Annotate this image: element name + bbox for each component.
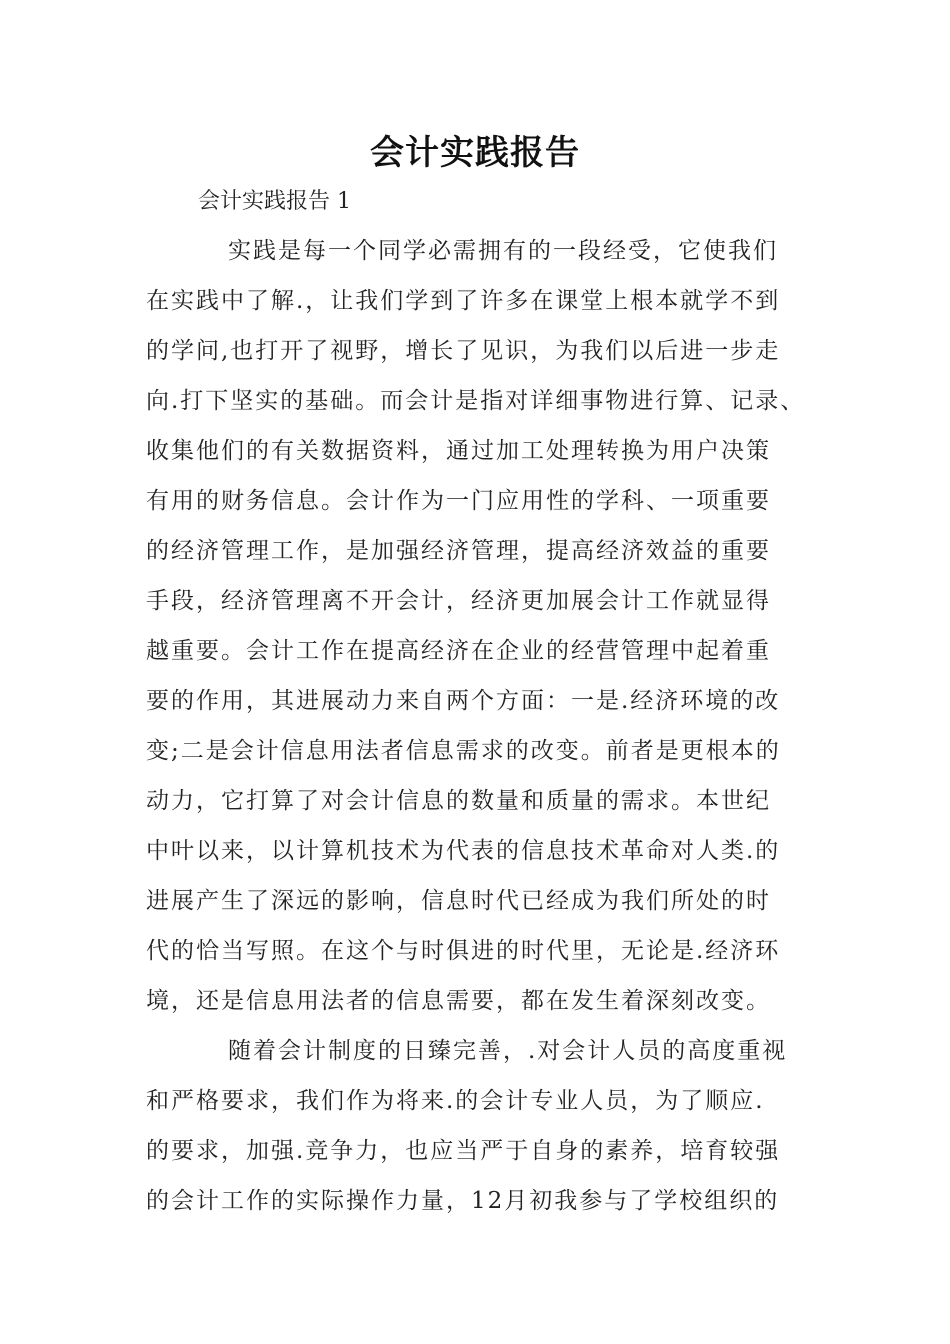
text-line: 的会计工作的实际操作力量，12月初我参与了学校组织的 — [146, 1188, 780, 1214]
text-line: 向.打下坚实的基础。而会计是指对详细事物进行算、记录、 — [146, 388, 806, 414]
text-line: 的经济管理工作，是加强经济管理，提高经济效益的重要 — [146, 538, 771, 564]
text-line: 和严格要求，我们作为将来.的会计专业人员，为了顺应. — [146, 1088, 765, 1114]
text-line: 进展产生了深远的影响，信息时代已经成为我们所处的时 — [146, 888, 771, 914]
text-line: 手段，经济管理离不开会计，经济更加展会计工作就显得 — [146, 588, 771, 614]
text-line: 要的作用，其进展动力来自两个方面：一是.经济环境的改 — [146, 688, 781, 714]
text-line: 代的恰当写照。在这个与时俱进的时代里，无论是.经济环 — [146, 938, 781, 964]
text-line: 实践是每一个同学必需拥有的一段经受，它使我们 — [228, 238, 778, 264]
document-subtitle: 会计实践报告 1 — [198, 189, 351, 214]
text-line: 动力，它打算了对会计信息的数量和质量的需求。本世纪 — [146, 788, 771, 814]
text-line: 的学问,也打开了视野，增长了见识，为我们以后进一步走 — [146, 338, 781, 364]
text-line: 越重要。会计工作在提高经济在企业的经营管理中起着重 — [146, 638, 771, 664]
text-line: 有用的财务信息。会计作为一门应用性的学科、一项重要 — [146, 488, 771, 514]
text-line: 收集他们的有关数据资料，通过加工处理转换为用户决策 — [146, 438, 771, 464]
text-line: 境，还是信息用法者的信息需要，都在发生着深刻改变。 — [146, 988, 771, 1014]
text-line: 变;二是会计信息用法者信息需求的改变。前者是更根本的 — [146, 738, 781, 764]
text-line: 中叶以来，以计算机技术为代表的信息技术革命对人类.的 — [146, 838, 781, 864]
text-line: 的要求，加强.竞争力，也应当严于自身的素养，培育较强 — [146, 1138, 781, 1164]
text-line: 随着会计制度的日臻完善，.对会计人员的高度重视 — [228, 1038, 788, 1064]
document-title: 会计实践报告 — [370, 133, 580, 173]
text-line: 在实践中了解.，让我们学到了许多在课堂上根本就学不到 — [146, 288, 781, 314]
